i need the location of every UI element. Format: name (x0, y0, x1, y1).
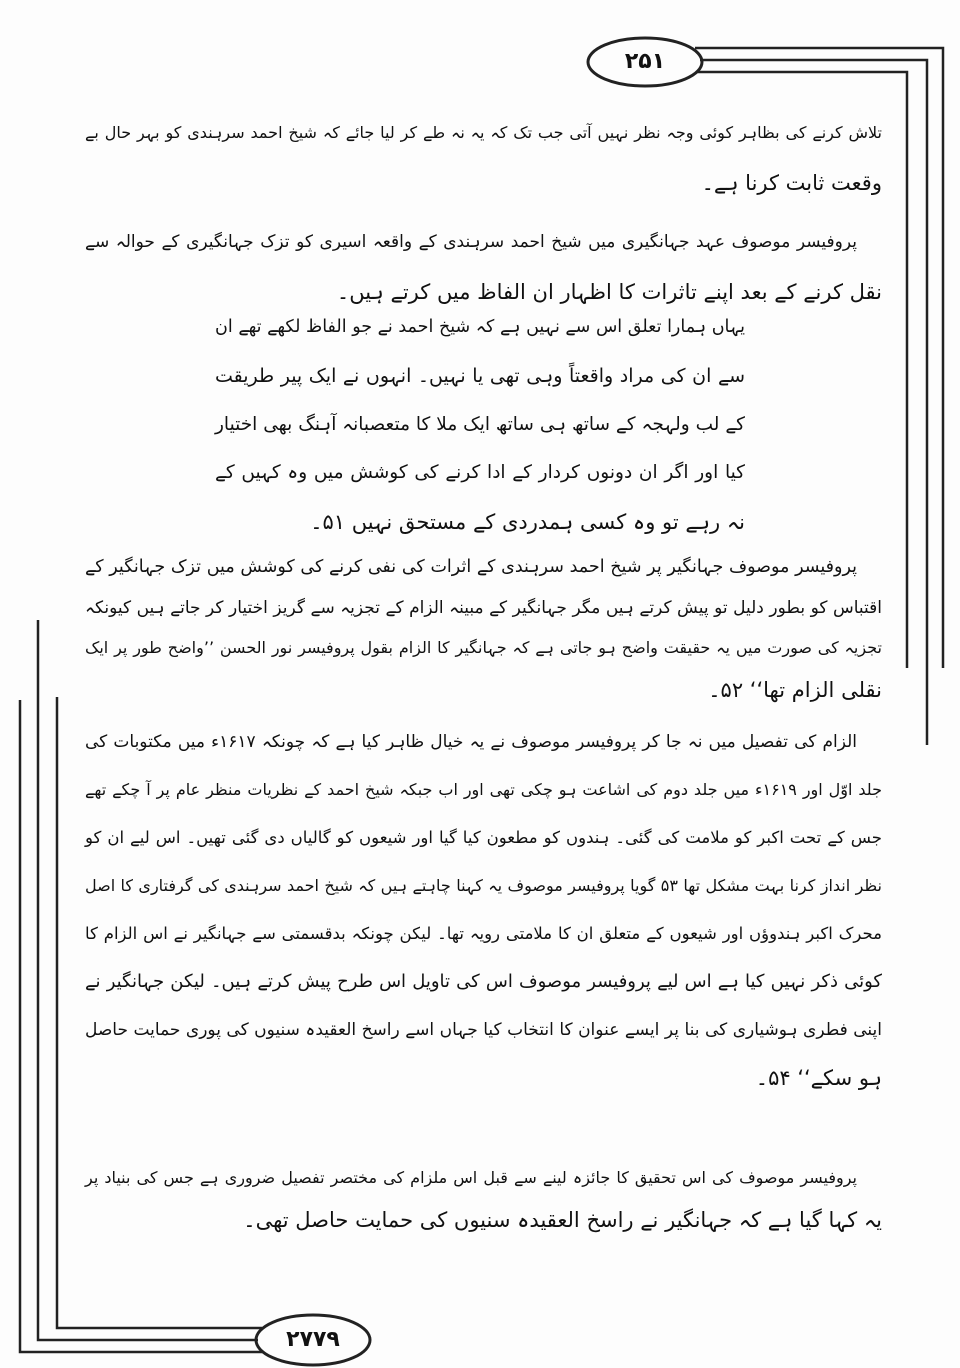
text-line: اپنی فطری ہوشیاری کی بنا پر ایسے عنوان کا انتخاب کیا جہاں اسے راسخ العقیدہ سنیوں کی پوری حمایت حاصل (85, 1020, 882, 1040)
page-number-top: ۲۵۱ (624, 49, 666, 74)
text-line: پروفیسر موصوف جہانگیر پر شیخ احمد سرہندی کے اثرات کی نفی کرنے کی کوشش میں تزک جہانگیر کے (85, 557, 857, 577)
text-line: نقل کرنے کے بعد اپنے تاثرات کا اظہار ان الفاظ میں کرتے ہیں۔ (336, 280, 882, 304)
page-number-bottom: ۲۷۷۹ (286, 1327, 340, 1352)
text-line: تجزیہ کی صورت میں یہ حقیقت واضح ہو جاتی ہے کہ جہانگیر کا الزام بقول پروفیسر نور الحسن ’’واضح طور پر ایک (85, 638, 882, 657)
text-line: جس کے تحت اکبر کو ملامت کی گئی۔ ہندوں کو مطعون کیا گیا اور شیعوں کو گالیاں دی گئی تھیں۔ اس لیے ان کو (85, 828, 882, 847)
quote-line: کیا اور اگر ان دونوں کردار کے ادا کرنے کی کوشش میں وہ کہیں کے (215, 462, 745, 483)
text-line: جلد اوّل اور ۱۶۱۹ء میں جلد دوم کی اشاعت ہو چکی تھی اور اب جبکہ شیخ احمد کے نظریات منظر عام پر آ چکے تھے (85, 780, 882, 799)
quote-line: نہ رہے تو وہ کسی ہمدردی کے مستحق نہیں ۵۱۔ (310, 510, 745, 534)
text-line: تلاش کرنے کی بظاہر کوئی وجہ نظر نہیں آتی جب تک کہ یہ نہ طے کر لیا جائے کہ شیخ احمد سرہندی کو بہر حال بے (85, 123, 882, 142)
text-line: وقعت ثابت کرنا ہے۔ (701, 171, 882, 195)
text-line: ہو سکے‘‘ ۵۴۔ (755, 1066, 882, 1090)
text-line: نقلی الزام تھا‘‘ ۵۲۔ (708, 678, 882, 702)
text-line: پروفیسر موصوف کی اس تحقیق کا جائزہ لینے سے قبل اس ملزام کی مختصر تفصیل ضروری ہے جس کی بنیاد پر (85, 1168, 857, 1187)
quote-line: یہاں ہمارا تعلق اس سے نہیں ہے کہ شیخ احمد نے جو الفاظ لکھے تھے ان (215, 317, 745, 337)
text-line: اقتباس کو بطور دلیل تو پیش کرتے ہیں مگر جہانگیر کے مبینہ الزام کے تجزیہ سے گریز اختیار کر جاتے ہیں کیونکہ (85, 598, 882, 618)
text-line: محرک اکبر ہندوؤں اور شیعوں کے متعلق ان کا ملامتی رویہ تھا۔ لیکن چونکہ بدقسمتی سے جہانگیر نے اس الزام کا (85, 924, 882, 943)
text-line: یہ کہا گیا ہے کہ جہانگیر نے راسخ العقیدہ سنیوں کی حمایت حاصل تھی۔ (243, 1208, 882, 1232)
text-line: الزام کی تفصیل میں نہ جا کر پروفیسر موصوف نے یہ خیال ظاہر کیا ہے کہ چونکہ ۱۶۱۷ء میں مکتوبات کی (85, 732, 857, 752)
text-line: نظر انداز کرنا بہت مشکل تھا ۵۳ گویا پروفیسر موصوف یہ کہنا چاہتے ہیں کہ شیخ احمد سرہندی کی گرفتاری کا اصل (85, 876, 882, 895)
quote-line: کے لب ولہجہ کے ساتھ ہی ساتھ ایک ملا کا متعصبانہ آہنگ بھی اختیار (215, 414, 745, 435)
quote-line: سے ان کی مراد واقعتاً وہی تھی یا نہیں۔ انہوں نے ایک پیر طریقت (215, 365, 745, 387)
text-line: کوئی ذکر نہیں کیا ہے اس لیے پروفیسر موصوف اس کی تاویل اس طرح پیش کرتے ہیں۔ لیکن جہانگیر نے (85, 971, 882, 992)
text-line: پروفیسر موصوف عہد جہانگیری میں شیخ احمد سرہندی کے واقعہ اسیری کو تزک جہانگیری کے حوالہ سے (85, 232, 857, 252)
